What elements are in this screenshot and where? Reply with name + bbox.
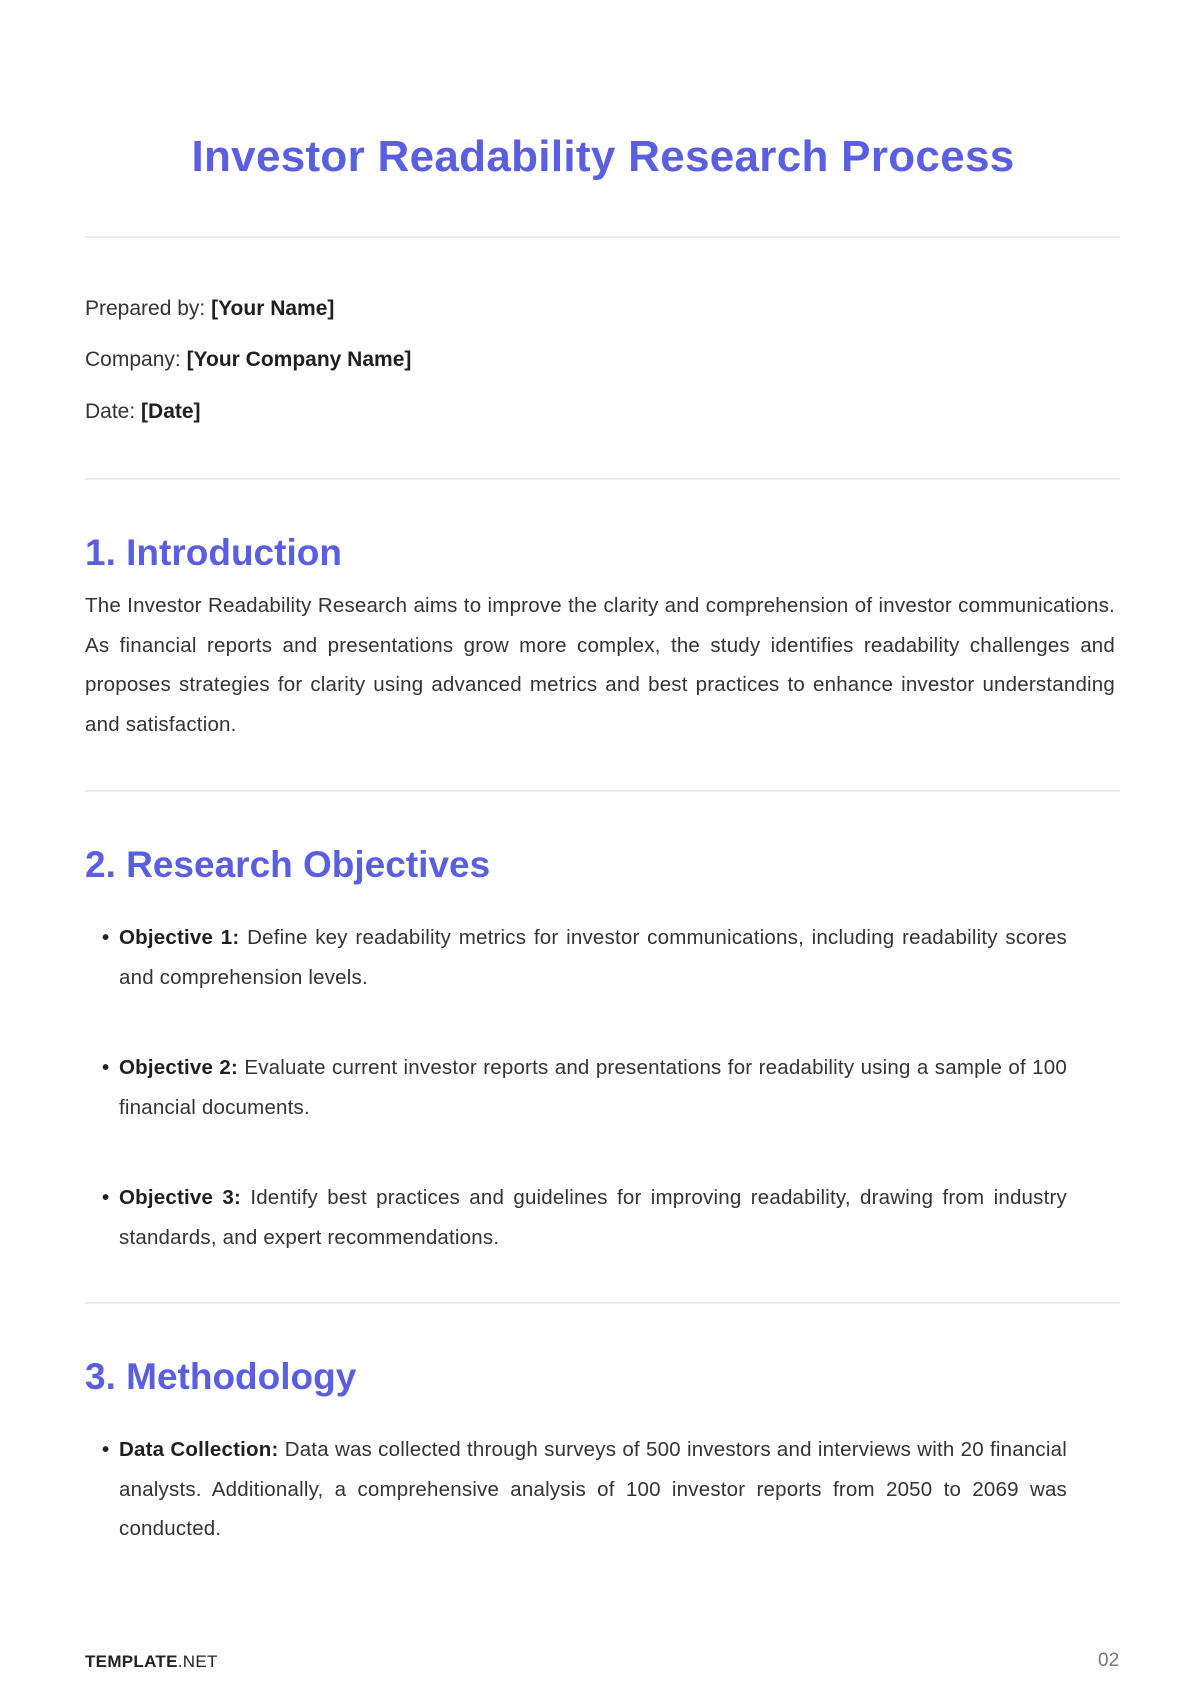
bullet-dot: • [102,926,110,949]
objective-label: Objective 1: [119,926,240,949]
company-label: Company: [85,348,181,371]
objective-label: Objective 3: [119,1186,242,1209]
objective-text: Define key readability metrics for investor communications, including readability scores and comprehension levels. [119,926,1067,989]
logo-brand-rest: .NET [177,1652,218,1671]
company-value: [Your Company Name] [186,348,412,371]
introduction-heading: 1. Introduction [85,532,342,573]
objective-text: Evaluate current investor reports and presentations for readability using a sample of 100 financial documents. [119,1056,1067,1119]
logo-brand-bold: TEMPLATE [85,1652,178,1671]
divider [85,478,1120,480]
objective-item [102,1178,1067,1257]
objective-item [102,1048,1067,1127]
company-line [85,348,411,372]
divider [85,1302,1120,1304]
introduction-body: The Investor Readability Research aims to improve the clarity and comprehension of investor communications. As financial reports and presentations grow more complex, the study identifies readability challenges and proposes strategies for clarity using advanced metrics and best practices to enhance investor understanding and satisfaction. [85,594,1115,736]
objectives-heading: 2. Research Objectives [85,844,491,885]
bullet-dot: • [102,1438,110,1461]
methodology-label: Data Collection: [119,1438,279,1461]
methodology-heading: 3. Methodology [85,1356,357,1397]
prepared-by-line [85,297,334,321]
prepared-by-label: Prepared by: [85,297,206,320]
date-line [85,400,201,424]
methodology-text: Data was collected through surveys of 500 investors and interviews with 20 financial analysts. Additionally, a comprehensive analysis of 100 investor reports from 2050 to 2069 was conducted. [119,1438,1067,1540]
template-net-logo[interactable] [85,1652,218,1672]
page-number: 02 [1098,1650,1120,1671]
objective-label: Objective 2: [119,1056,239,1079]
prepared-by-value: [Your Name] [211,297,335,320]
bullet-dot: • [102,1186,110,1209]
objective-text: Identify best practices and guidelines for improving readability, drawing from industry standards, and expert recommendations. [119,1186,1067,1249]
date-label: Date: [85,400,136,423]
objective-item [102,918,1067,997]
methodology-item [102,1430,1067,1549]
divider [85,236,1120,238]
bullet-dot: • [102,1056,110,1079]
divider [85,790,1120,792]
document-title: Investor Readability Research Process [191,132,1015,181]
date-value: [Date] [141,400,201,423]
